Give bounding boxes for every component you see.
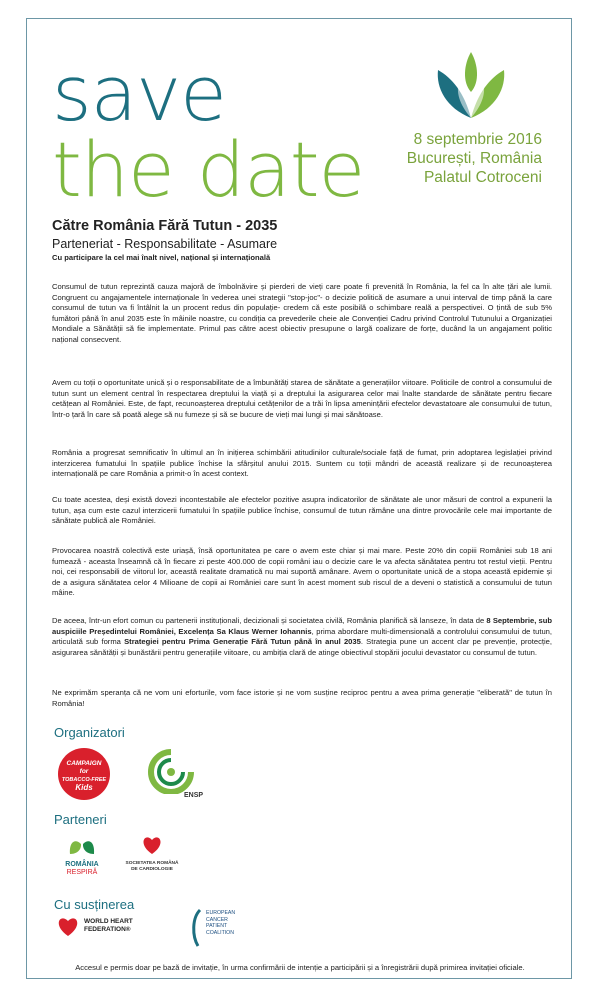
- ecpc-line-3: PATIENT: [206, 923, 228, 929]
- paragraph-5: Provocarea noastră colectivă este uriașă, însă oportunitatea pe care o avem este chiar și mai mare. Peste 20% din copiii României sub 18 ani fumează - aceasta înseamnă că în fiecare zi peste 400.000 de copii români iau o decizie care le va afecta sănătatea pentru tot restul vieții. Pentru noi, cei responsabili de viitorul lor, această realitate dramatică nu mai suportă amânare. Avem o oportunitate unică de a stopa această epidemie și de a asigura sănătatea celor 4 Milioane de copii ai României care sunt în acest moment sub riscul de a deveni o statistică a consumului de tutun mâine.: [52, 546, 552, 598]
- european-cancer-patient-coalition-logo: [190, 908, 250, 952]
- lungs-icon: [67, 834, 97, 856]
- respira-line-1: ROMÂNIA: [65, 861, 99, 868]
- paragraph-6-event-date: 8 Septembrie, sub auspiciile Președintelui României, Excelența Sa Klaus Werner Iohannis: [52, 616, 553, 636]
- ctfk-line-2: for: [79, 768, 89, 775]
- paragraph-7: Ne exprimăm speranța că ne vom uni eforturile, vom face istorie și ne vom susține reciproc pentru a avea prima generație "eliberată" de tutun în România!: [52, 688, 552, 708]
- paragraph-6-text-e: . Strategia pune un accent clar pe prevenție, protecție, asigurarea sănătății și bunăstării pentru generațiile viitoare, cu ambiția clară de atinge obiectivul stopării jocului devastator cu consumul de tutun.: [52, 637, 552, 657]
- partners-heading: Parteneri: [54, 812, 107, 827]
- world-heart-federation-logo: [56, 914, 136, 940]
- paragraph-3: România a progresat semnificativ în ultimul an în inițierea schimbării atitudinilor culturale/sociale față de fumat, prin adoptarea legislației privind interzicerea fumatului în spațiile publice închise la sfârșitul anului 2015. Suntem cu toții mândri de această realizare și de recunoașterea internațională pe care România a primit-o în acest context.: [52, 448, 552, 479]
- src-line-1: SOCIETATEA ROMÂNĂ: [125, 861, 179, 866]
- ctfk-line-4: Kids: [75, 783, 93, 792]
- paragraph-6-text-a: De aceea, într-un efort comun cu partenerii instituționali, decizionali și societatea civilă, România planifică să lanseze, în data de: [52, 616, 487, 625]
- the-date-heading: the date: [52, 125, 365, 214]
- event-date: 8 septembrie 2016: [413, 131, 542, 148]
- ecpc-line-1: EUROPEAN: [206, 910, 236, 916]
- paragraph-6-text-c: , prima abordare multi-dimensională a controlului consumului de tutun, articulată sub forma: [52, 626, 553, 647]
- paragraph-6-strategy-name: Strategiei pentru Prima Generație Fără Tutun până în anul 2035: [124, 637, 361, 647]
- whf-line-1: WORLD HEART: [84, 918, 133, 925]
- event-place: Palatul Cotroceni: [423, 169, 542, 186]
- ctfk-line-3: TOBACCO-FREE: [61, 777, 107, 783]
- societatea-romana-cardiologie-logo: [120, 834, 184, 884]
- romania-respira-logo: [54, 834, 110, 884]
- whf-line-2: FEDERATION®: [84, 926, 131, 933]
- organizers-heading: Organizatori: [54, 725, 125, 740]
- respira-line-2: RESPIRĂ: [66, 869, 98, 876]
- event-city: București, România: [406, 150, 542, 167]
- src-line-2: DE CARDIOLOGIE: [131, 867, 173, 872]
- supporters-heading: Cu susținerea: [54, 897, 135, 912]
- document-title: Către România Fără Tutun - 2035: [52, 218, 278, 234]
- document-tagline: Cu participare la cel mai înalt nivel, național și internațională: [52, 253, 271, 262]
- ensp-label: ENSP: [184, 792, 204, 799]
- paragraph-1: Consumul de tutun reprezintă cauza majoră de îmbolnăvire și pierderi de vieți care poate fi prevenită în România, la fel ca în alte țări ale lumii. Congruent cu angajamentele internaționale în vederea unei strategii "stop-joc"- o decizie politică de asumare a unui interval de timp până la care consumul de tutun va fi întâlnit la un procent redus din populație- credem că este posibilă o schimbare reală a perspectivei. O țintă de sub 5% fumători până în anul 2035 este în mâinile noastre, cu condiția ca prevederile cheie ale Convenției Cadru privind Controlul Tutunului a Organizației Mondiale a Sănătății să fie implementate. Primul pas către acest obiectiv presupune o largă coalizare de forțe, ducând la un angajament politic național consecvent.: [52, 282, 552, 344]
- ecpc-line-4: COALITION: [206, 929, 234, 936]
- ecpc-line-2: CANCER: [206, 916, 228, 923]
- heart-icon: [141, 834, 163, 856]
- access-footer-note: Accesul e permis doar pe bază de invitație, în urma confirmării de intenție a participării și a înregistrării după primirea invitației oficiale.: [75, 963, 525, 972]
- paragraph-2: Avem cu toții o oportunitate unică și o responsabilitate de a îmbunătăți starea de sănătate a generațiilor viitoare. Politicile de control a consumului de tutun sunt un element central în respectarea dreptului la viață și a dreptului la asigurarea celor mai înalte standarde de sănătate pentru fiecare cetățean al României. Este, de fapt, recunoașterea dreptului cetățenilor de a trăi în lipsa amenințării efectelor devastatoare ale consumului de tutun, într-o țară în care să poată alege să nu fumeze și să se bucure de vieți mai lungi și mai sănătoase.: [52, 378, 552, 419]
- document-subtitle: Parteneriat - Responsabilitate - Asumare: [52, 237, 278, 251]
- paragraph-6: [52, 616, 552, 658]
- ribbon-icon: [190, 908, 204, 948]
- leaf-logo-icon: [426, 48, 516, 122]
- save-heading: save: [52, 49, 226, 138]
- paragraph-4: Cu toate acestea, deși există dovezi incontestabile ale efectelor pozitive asupra indicatorilor de sănătate ale unor măsuri de control a expunerii la tutun, așa cum este cazul interzicerii fumatului în spațiile publice închise, consumul de tutun rămâne una dintre provocările cele mai importante de sănătate publică ale României.: [52, 495, 552, 526]
- ctfk-line-1: CAMPAIGN: [66, 760, 102, 767]
- heart-icon: [56, 914, 80, 938]
- ensp-swirl-icon: [136, 748, 206, 794]
- campaign-tobacco-free-kids-logo: [58, 748, 110, 800]
- ensp-logo: [136, 748, 206, 804]
